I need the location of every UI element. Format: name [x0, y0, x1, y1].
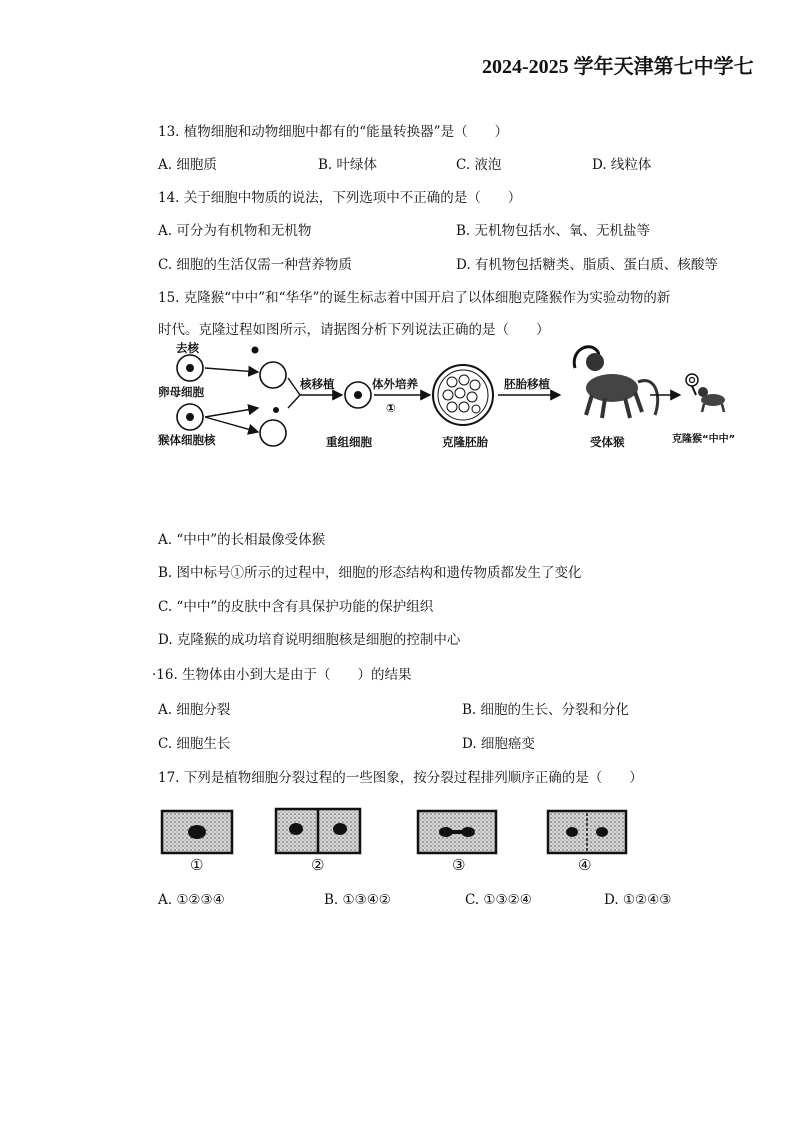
cell-label-1: ①	[190, 856, 204, 874]
cloned-embryo-icon	[433, 365, 493, 425]
q17-option-b: B. ①③④②	[324, 892, 391, 908]
q16-option-d: D. 细胞癌变	[462, 736, 535, 752]
label-embryo-transfer: 胚胎移植	[504, 377, 550, 391]
recipient-monkey-icon	[574, 347, 657, 418]
q15-option-a: A. “中中”的长相最像受体猴	[158, 532, 326, 548]
q16-option-a: A. 细胞分裂	[158, 702, 231, 718]
recombinant-cell-icon	[345, 382, 371, 408]
page-header-title: 2024-2025 学年天津第七中学七	[482, 56, 754, 78]
label-cloned-embryo: 克隆胚胎	[442, 435, 488, 449]
q15-option-b: B. 图中标号①所示的过程中，细胞的形态结构和遗传物质都发生了变化	[158, 565, 582, 581]
cell-label-3: ③	[452, 856, 466, 874]
q14-option-d: D. 有机物包括糖类、脂质、蛋白质、核酸等	[456, 257, 718, 273]
question-14-stem: 14. 关于细胞中物质的说法，下列选项中不正确的是（ ）	[158, 190, 522, 206]
clone-monkey-icon	[686, 374, 725, 412]
enucleate-arrow	[205, 368, 258, 372]
q15-option-c: C. “中中”的皮肤中含有具保护功能的保护组织	[158, 599, 434, 615]
extracted-nucleus-dot	[273, 407, 279, 413]
label-somatic-nucleus: 猴体细胞核	[158, 433, 216, 447]
label-in-vitro-culture: 体外培养	[372, 377, 418, 391]
label-recombinant-cell: 重组细胞	[326, 435, 372, 449]
somatic-remnant-icon	[260, 420, 286, 446]
q14-option-b: B. 无机物包括水、氧、无机盐等	[456, 223, 651, 239]
q17-option-d: D. ①②④③	[604, 892, 672, 908]
q15-option-d: D. 克隆猴的成功培育说明细胞核是细胞的控制中心	[158, 632, 461, 648]
q13-option-b: B. 叶绿体	[318, 157, 378, 173]
q14-option-a: A. 可分为有机物和无机物	[158, 223, 312, 239]
cell-label-2: ②	[311, 856, 325, 874]
q14-option-c: C. 细胞的生活仅需一种营养物质	[158, 257, 352, 273]
label-recipient-monkey: 受体猴	[590, 435, 625, 449]
extract-nucleus-arrow	[205, 408, 258, 417]
cell-figure-4	[548, 811, 626, 853]
q13-option-a: A. 细胞质	[158, 157, 217, 173]
q16-option-b: B. 细胞的生长、分裂和分化	[462, 702, 630, 718]
cell-label-4: ④	[578, 856, 592, 874]
question-17-stem: 17. 下列是植物细胞分裂过程的一些图象，按分裂过程排列顺序正确的是（ ）	[158, 770, 643, 786]
question-16-stem: ·16. 生物体由小到大是由于（ ）的结果	[152, 667, 412, 683]
label-enucleate: 去核	[176, 341, 199, 355]
q17-option-c: C. ①③②④	[465, 892, 532, 908]
question-15-stem-line1: 15. 克隆猴“中中”和“华华”的诞生标志着中国开启了以体细胞克隆猴作为实验动物的新	[158, 290, 671, 306]
extract-nucleus-arrow-2	[205, 417, 258, 432]
label-step-1: ①	[386, 401, 396, 415]
q16-option-c: C. 细胞生长	[158, 736, 231, 752]
enucleated-egg-icon	[260, 362, 286, 388]
q13-option-c: C. 液泡	[456, 157, 502, 173]
label-nuclear-transfer: 核移植	[300, 377, 335, 391]
label-egg-cell: 卵母细胞	[158, 385, 204, 399]
cell-figure-2	[276, 809, 360, 853]
removed-nucleus-dot	[252, 347, 259, 354]
question-13-stem: 13. 植物细胞和动物细胞中都有的“能量转换器”是（ ）	[158, 124, 509, 140]
question-15-stem-line2: 时代。克隆过程如图所示，请据图分析下列说法正确的是（ ）	[158, 322, 550, 338]
egg-cell-icon	[177, 355, 203, 381]
somatic-cell-icon	[177, 404, 203, 430]
cell-figure-1	[162, 811, 232, 853]
q17-option-a: A. ①②③④	[158, 892, 225, 908]
q13-option-d: D. 线粒体	[592, 157, 652, 173]
label-clone-monkey: 克隆猴“中中”	[672, 434, 736, 445]
cell-division-figures	[158, 805, 638, 860]
cell-figure-3	[418, 811, 496, 853]
